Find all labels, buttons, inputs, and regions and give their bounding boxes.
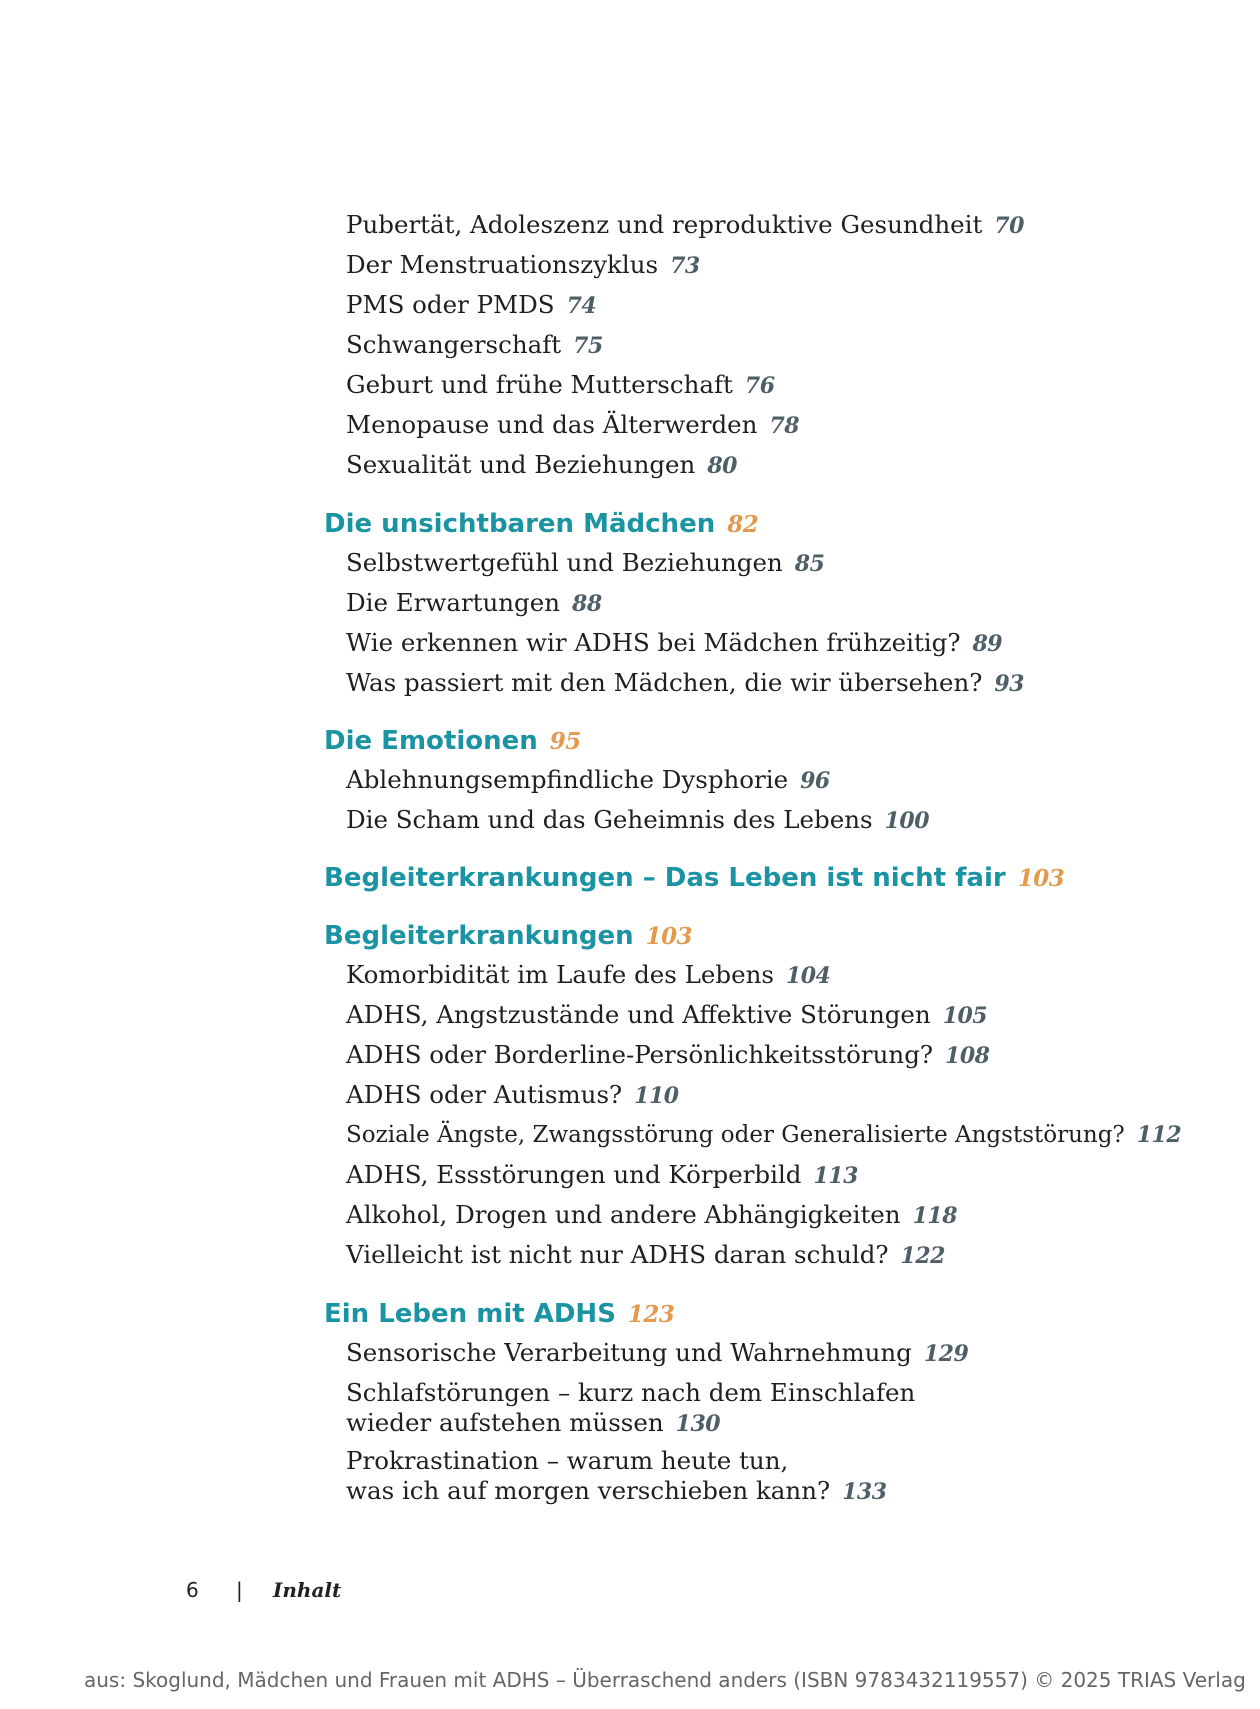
toc-entry-page: 122 [900, 1243, 945, 1269]
toc-entry-title: Ablehnungsempfindliche Dysphorie [346, 765, 789, 794]
toc-entry-page: 118 [912, 1203, 958, 1229]
toc-heading-page: 103 [1017, 865, 1065, 892]
toc-entry[interactable] [346, 668, 1024, 699]
toc-entry-page: 130 [675, 1411, 721, 1437]
toc-entry[interactable] [346, 250, 700, 281]
toc-heading-title: Die Emotionen [324, 726, 538, 756]
toc-entry-title: ADHS, Angstzustände und Affektive Störungen [346, 1000, 931, 1029]
toc-entry-title: Der Menstruationszyklus [346, 250, 659, 279]
toc-chapter-heading[interactable] [324, 862, 1064, 895]
toc-entry[interactable] [346, 370, 775, 401]
toc-entry-page: 104 [785, 963, 831, 989]
toc-entry-title: Geburt und frühe Mutterschaft [346, 370, 733, 399]
toc-entry[interactable] [346, 1338, 968, 1369]
toc-entry-page: 105 [942, 1003, 988, 1029]
toc-heading-page: 82 [727, 511, 759, 538]
toc-entry[interactable] [346, 960, 830, 991]
toc-entry-page: 75 [573, 333, 603, 359]
toc-entry-title: Schwangerschaft [346, 330, 562, 359]
toc-entry-title: Die Scham und das Geheimnis des Lebens [346, 805, 873, 834]
toc-entry-title: Vielleicht ist nicht nur ADHS daran schuld? [346, 1240, 889, 1269]
toc-entry-page: 76 [744, 373, 775, 399]
toc-entry[interactable] [346, 1240, 945, 1271]
toc-entry-page: 133 [842, 1479, 887, 1505]
toc-entry-title: PMS oder PMDS [346, 290, 555, 319]
toc-entry-title: ADHS, Essstörungen und Körperbild [346, 1160, 802, 1189]
toc-entry-page: 78 [769, 413, 800, 439]
toc-entry-page: 73 [670, 253, 700, 279]
toc-entry[interactable] [346, 588, 602, 619]
toc-entry[interactable] [346, 290, 596, 321]
toc-entry[interactable] [346, 548, 824, 579]
toc-entry-title: Prokrastination – warum heute tun, [346, 1446, 789, 1475]
toc-entry[interactable] [346, 1378, 915, 1439]
toc-entry-title: Was passiert mit den Mädchen, die wir übersehen? [346, 668, 983, 697]
toc-chapter-heading[interactable] [324, 920, 692, 953]
toc-entry[interactable] [346, 450, 737, 481]
toc-heading-title: Ein Leben mit ADHS [324, 1299, 616, 1329]
toc-entry-title-continued: wieder aufstehen müssen [346, 1408, 664, 1437]
toc-chapter-heading[interactable] [324, 725, 581, 758]
toc-entry[interactable] [346, 1446, 887, 1507]
running-footer-section: Inhalt [273, 1578, 342, 1602]
toc-entry-title: ADHS oder Borderline-Persönlichkeitsstörung? [346, 1040, 934, 1069]
toc-entry[interactable] [346, 765, 830, 796]
toc-entry-page: 129 [923, 1341, 969, 1367]
toc-entry-title-continued: was ich auf morgen verschieben kann? [346, 1476, 831, 1505]
toc-chapter-heading[interactable] [324, 508, 758, 541]
toc-entry-title: Selbstwertgefühl und Beziehungen [346, 548, 783, 577]
toc-entry-title: Sensorische Verarbeitung und Wahrnehmung [346, 1338, 912, 1367]
toc-entry-page: 85 [794, 551, 825, 577]
toc-entry[interactable] [346, 805, 929, 836]
toc-entry-page: 89 [972, 631, 1003, 657]
toc-entry-page: 74 [566, 293, 597, 319]
toc-entry-title: Alkohol, Drogen und andere Abhängigkeiten [346, 1200, 901, 1229]
toc-entry-title: Pubertät, Adoleszenz und reproduktive Gesundheit [346, 210, 983, 239]
toc-entry-title: Sexualität und Beziehungen [346, 450, 696, 479]
toc-entry[interactable] [346, 1040, 989, 1071]
toc-entry[interactable] [346, 210, 1024, 241]
toc-entry-page: 108 [945, 1043, 990, 1069]
toc-entry-title: Komorbidität im Laufe des Lebens [346, 960, 774, 989]
toc-entry[interactable] [346, 1000, 987, 1031]
toc-entry[interactable] [346, 1080, 679, 1111]
toc-entry-title: Schlafstörungen – kurz nach dem Einschlafen [346, 1378, 916, 1407]
toc-entry-page: 96 [800, 768, 830, 794]
toc-heading-page: 123 [627, 1301, 675, 1328]
toc-entry-page: 93 [994, 671, 1024, 697]
toc-entry[interactable] [346, 330, 603, 361]
toc-entry-title: Menopause und das Älterwerden [346, 410, 758, 439]
toc-entry-title: ADHS oder Autismus? [346, 1080, 623, 1109]
toc-heading-page: 95 [549, 728, 581, 755]
toc-entry-title: Soziale Ängste, Zwangsstörung oder Generalisierte Angststörung? [346, 1122, 1125, 1148]
toc-entry-page: 100 [884, 808, 930, 834]
toc-heading-title: Begleiterkrankungen [324, 921, 634, 951]
page-number: 6 [186, 1578, 199, 1602]
toc-entry-page: 113 [813, 1163, 858, 1189]
toc-entry-page: 88 [572, 591, 602, 617]
toc-heading-title: Die unsichtbaren Mädchen [324, 509, 716, 539]
toc-entry[interactable] [346, 1120, 1181, 1150]
footer-separator: | [236, 1578, 243, 1602]
toc-entry-title: Wie erkennen wir ADHS bei Mädchen frühzeitig? [346, 628, 961, 657]
toc-entry[interactable] [346, 1160, 858, 1191]
toc-entry-title: Die Erwartungen [346, 588, 561, 617]
toc-entry-page: 110 [634, 1083, 679, 1109]
toc-entry-page: 80 [707, 453, 737, 479]
toc-entry[interactable] [346, 628, 1002, 659]
toc-entry[interactable] [346, 410, 799, 441]
toc-heading-title: Begleiterkrankungen – Das Leben ist nicht fair [324, 863, 1006, 893]
toc-entry[interactable] [346, 1200, 957, 1231]
toc-heading-page: 103 [645, 923, 693, 950]
toc-entry-page: 70 [994, 213, 1024, 239]
toc-entry-page: 112 [1136, 1122, 1182, 1148]
source-credit: aus: Skoglund, Mädchen und Frauen mit ADHS – Überraschend anders (ISBN 9783432119557) © 2025 TRIAS Verlag [84, 1668, 1246, 1692]
toc-chapter-heading[interactable] [324, 1298, 674, 1331]
